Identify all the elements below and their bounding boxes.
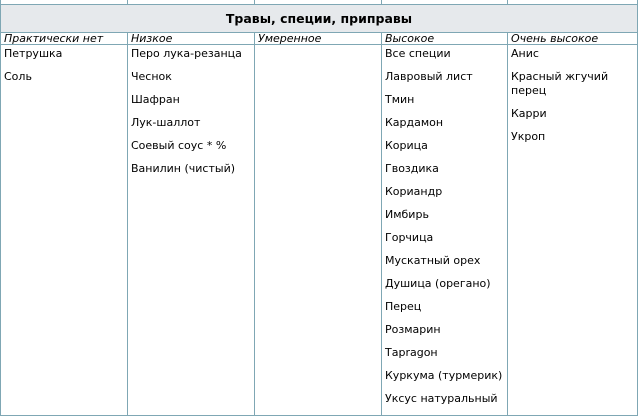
list-item: Петрушка <box>4 47 63 60</box>
list-item: Перо лука-резанца <box>131 47 242 60</box>
list-item: Горчица <box>385 231 434 244</box>
list-item: Анис <box>511 47 539 60</box>
list-item: Кориандр <box>385 185 443 198</box>
list-item: Тмин <box>385 93 415 106</box>
column-cell <box>508 45 638 416</box>
column-cell <box>382 45 508 416</box>
header-row <box>1 33 638 45</box>
list-item: Укроп <box>511 130 546 143</box>
list-item: Мускатный орех <box>385 254 481 267</box>
list-item: Соль <box>4 70 32 83</box>
list-item: Шафран <box>131 93 180 106</box>
list-item: Тарragон <box>385 346 438 359</box>
list-item: Уксус натуральный <box>385 392 498 405</box>
list-item: Душица (орегано) <box>385 277 491 290</box>
list-item: Лавровый лист <box>385 70 473 83</box>
list-item: Карри <box>511 107 547 120</box>
column-header: Высокое <box>382 33 508 45</box>
list-item: Перец <box>385 300 422 313</box>
column-cell <box>128 45 255 416</box>
column-header: Низкое <box>128 33 255 45</box>
list-item: Кардамон <box>385 116 444 129</box>
list-item: Имбирь <box>385 208 429 221</box>
column-header: Практически нет <box>1 33 128 45</box>
list-item: Лук-шаллот <box>131 116 201 129</box>
list-item: Розмарин <box>385 323 441 336</box>
list-item: Куркума (турмерик) <box>385 369 503 382</box>
column-header: Умеренное <box>255 33 382 45</box>
title-row <box>1 5 638 33</box>
column-cell <box>1 45 128 416</box>
list-item: Гвоздика <box>385 162 439 175</box>
column-cell <box>255 45 382 416</box>
list-item: Все специи <box>385 47 451 60</box>
list-item: Соевый соус * % <box>131 139 227 152</box>
table-title: Травы, специи, приправы <box>1 5 638 33</box>
list-item: Красный жгучий перец <box>511 70 609 97</box>
list-item: Корица <box>385 139 428 152</box>
list-item: Чеснок <box>131 70 172 83</box>
table-row <box>1 45 638 416</box>
column-header: Очень высокое <box>508 33 638 45</box>
list-item: Ванилин (чистый) <box>131 162 236 175</box>
